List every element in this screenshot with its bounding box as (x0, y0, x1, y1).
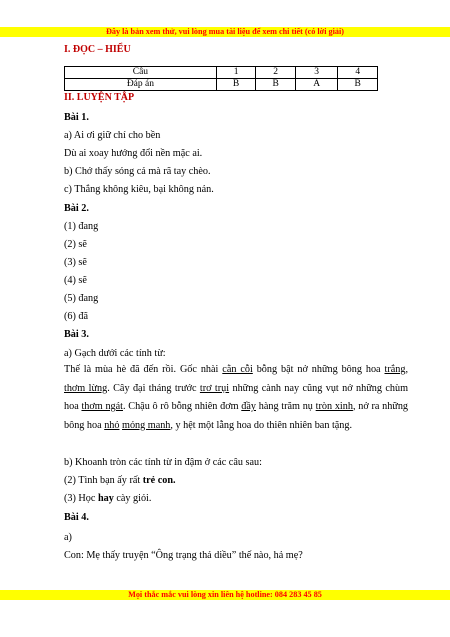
exercise-3a-label: a) Gạch dưới các tính từ: (64, 348, 166, 359)
answer-table (64, 66, 378, 91)
exercise-1-line: c) Thắng không kiêu, bại không nản. (64, 184, 214, 195)
exercise-3b-label: b) Khoanh tròn các tính từ in đậm ở các câu sau: (64, 457, 262, 468)
paragraph-text: , y hệt một lẵng hoa do thiên nhiên ban tặng. (170, 419, 353, 431)
exercise-3b-line (64, 492, 151, 505)
line-text: (2) Tình bạn ấy rất (64, 475, 143, 486)
bold-adjective: trẻ con. (142, 475, 176, 486)
line-text: cày giỏi. (113, 493, 152, 504)
paragraph-text: những cành nay cũng vụt nở những chùm hoa (64, 382, 408, 412)
underlined-adjective: đầy (241, 401, 256, 412)
table-cell: B (216, 79, 256, 91)
exercise-3-paragraph (64, 361, 408, 435)
paragraph-text: bỗng bật nở những bông hoa (252, 364, 385, 375)
section-heading-reading: I. ĐỌC – HIỂU (64, 44, 131, 55)
table-cell: 4 (338, 67, 378, 79)
exercise-3b-line (64, 474, 176, 487)
hotline-banner (0, 590, 450, 600)
paragraph-text: , (405, 364, 408, 375)
section-heading-practice: II. LUYỆN TẬP (64, 92, 135, 103)
exercise-1-line: a) Ai ơi giữ chí cho bền (64, 130, 161, 141)
table-cell: Câu (65, 67, 217, 79)
exercise-2-line: (3) sẽ (64, 257, 87, 268)
exercise-4-title: Bài 4. (64, 512, 89, 523)
paragraph-text: Thế là mùa hè đã đến rồi. Gốc nhài (64, 364, 223, 375)
paragraph-text: . Chậu ô rô bỗng nhiên đơm (123, 401, 242, 412)
table-cell: Đáp án (65, 79, 217, 91)
table-cell: A (295, 79, 337, 91)
underlined-adjective: cằn cỗi (222, 364, 253, 375)
paragraph-text: hàng trăm nụ (256, 401, 316, 412)
paragraph-text: . Cây đại tháng trước (107, 382, 200, 394)
exercise-2-line: (4) sẽ (64, 275, 87, 286)
exercise-2-title: Bài 2. (64, 203, 89, 214)
underlined-adjective: mỏng manh (122, 419, 171, 431)
underlined-adjective: thơm ngát (81, 401, 123, 412)
line-text: (3) Học (64, 493, 98, 504)
table-cell: 3 (295, 67, 337, 79)
exercise-1-title: Bài 1. (64, 112, 89, 123)
exercise-2-line: (5) đang (64, 293, 99, 304)
table-cell: B (338, 79, 378, 91)
hotline-banner-text: Mọi thắc mắc vui lòng xin liên hệ hotline: 084 283 45 85 (128, 590, 322, 599)
preview-banner (0, 27, 450, 37)
bold-adjective: hay (97, 493, 114, 504)
exercise-3-title: Bài 3. (64, 329, 89, 340)
table-cell: B (256, 79, 296, 91)
underlined-adjective: tròn xinh (315, 401, 353, 412)
underlined-adjective: trắng (384, 364, 406, 375)
table-row (65, 79, 378, 91)
exercise-1-line: Dù ai xoay hướng đổi nền mặc ai. (64, 148, 203, 159)
exercise-4a-label: a) (64, 532, 72, 543)
exercise-2-line: (1) đang (64, 221, 99, 232)
exercise-1-line: b) Chớ thấy sóng cả mà rã tay chèo. (64, 166, 211, 177)
exercise-4-line: Con: Mẹ thấy truyện “Ông trạng thả diều” thế nào, hả mẹ? (64, 550, 303, 561)
preview-banner-text: Đây là bản xem thử, vui lòng mua tài liệu để xem chi tiết (có lời giải) (105, 27, 344, 36)
underlined-adjective: thơm lừng (64, 382, 108, 394)
underlined-adjective: nhỏ (104, 419, 120, 431)
paragraph-text: , nở ra những bông hoa (64, 401, 409, 431)
table-cell: 2 (256, 67, 296, 79)
underlined-adjective: trơ trụi (199, 382, 230, 394)
table-row (65, 67, 378, 79)
exercise-2-line: (6) đã (64, 311, 89, 322)
exercise-2-line: (2) sẽ (64, 239, 87, 250)
table-cell: 1 (216, 67, 256, 79)
